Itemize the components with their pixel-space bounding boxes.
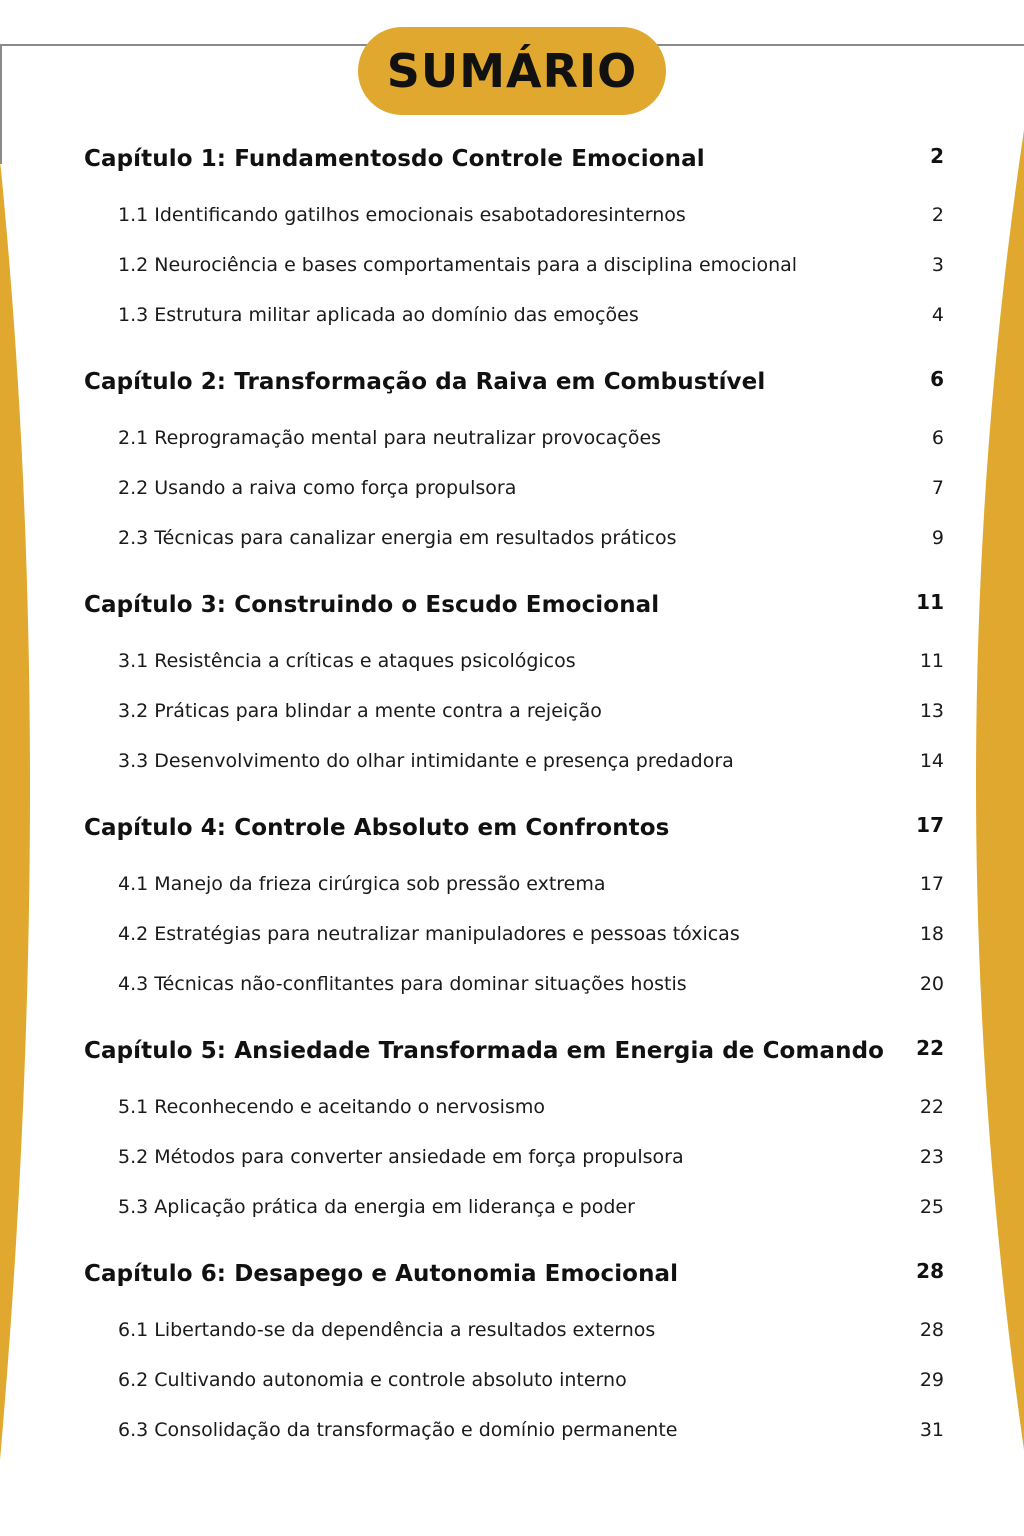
section-page-number: 22	[919, 1096, 944, 1118]
section-title: 1.3 Estrutura militar aplicada ao domínio das emoções	[118, 304, 639, 326]
chapter-title: Capítulo 1: Fundamentosdo Controle Emocional	[84, 146, 705, 172]
chapter-title: Capítulo 6: Desapego e Autonomia Emocional	[84, 1261, 679, 1287]
chapter-5	[84, 1032, 944, 1255]
section-page-number: 29	[919, 1369, 944, 1391]
chapter-title: Capítulo 3: Construindo o Escudo Emocional	[84, 592, 660, 618]
chapter-heading-row[interactable]	[84, 1032, 944, 1070]
section-page-number: 6	[931, 427, 944, 449]
section-row[interactable]	[84, 1182, 944, 1232]
section-title: 4.2 Estratégias para neutralizar manipuladores e pessoas tóxicas	[118, 923, 740, 945]
chapter-heading-row[interactable]	[84, 1255, 944, 1293]
section-row[interactable]	[84, 909, 944, 959]
chapter-page-number: 28	[916, 1259, 944, 1283]
section-title: 1.2 Neurociência e bases comportamentais para a disciplina emocional	[118, 254, 798, 276]
chapter-title: Capítulo 4: Controle Absoluto em Confrontos	[84, 815, 670, 841]
section-page-number: 17	[919, 873, 944, 895]
section-title: 5.2 Métodos para converter ansiedade em força propulsora	[118, 1146, 684, 1168]
section-row[interactable]	[84, 1405, 944, 1455]
chapter-title: Capítulo 2: Transformação da Raiva em Combustível	[84, 369, 766, 395]
section-page-number: 20	[919, 973, 944, 995]
section-page-number: 23	[919, 1146, 944, 1168]
section-title: 3.2 Práticas para blindar a mente contra a rejeição	[118, 700, 602, 722]
section-row[interactable]	[84, 1305, 944, 1355]
chapter-heading-row[interactable]	[84, 363, 944, 401]
chapter-3	[84, 586, 944, 809]
chapter-heading-row[interactable]	[84, 140, 944, 178]
section-title: 3.1 Resistência a críticas e ataques psicológicos	[118, 650, 576, 672]
section-page-number: 7	[931, 477, 944, 499]
section-title: 6.2 Cultivando autonomia e controle absoluto interno	[118, 1369, 627, 1391]
section-row[interactable]	[84, 859, 944, 909]
section-title: 2.1 Reprogramação mental para neutralizar provocações	[118, 427, 662, 449]
section-page-number: 3	[931, 254, 944, 276]
section-title: 5.3 Aplicação prática da energia em liderança e poder	[118, 1196, 635, 1218]
left-gold-curve	[0, 160, 30, 1460]
chapter-2	[84, 363, 944, 586]
section-page-number: 31	[919, 1419, 944, 1441]
section-row[interactable]	[84, 736, 944, 786]
section-row[interactable]	[84, 1082, 944, 1132]
section-page-number: 2	[931, 204, 944, 226]
section-row[interactable]	[84, 463, 944, 513]
section-title: 4.3 Técnicas não-conflitantes para dominar situações hostis	[118, 973, 687, 995]
section-row[interactable]	[84, 290, 944, 340]
chapter-page-number: 2	[930, 144, 944, 168]
chapter-6	[84, 1255, 944, 1478]
section-row[interactable]	[84, 513, 944, 563]
chapter-4	[84, 809, 944, 1032]
chapter-page-number: 17	[916, 813, 944, 837]
table-of-contents	[84, 140, 944, 1478]
section-title: 2.2 Usando a raiva como força propulsora	[118, 477, 517, 499]
section-row[interactable]	[84, 240, 944, 290]
chapter-heading-row[interactable]	[84, 586, 944, 624]
section-row[interactable]	[84, 1132, 944, 1182]
chapter-heading-row[interactable]	[84, 809, 944, 847]
section-row[interactable]	[84, 413, 944, 463]
section-row[interactable]	[84, 636, 944, 686]
section-row[interactable]	[84, 686, 944, 736]
section-title: 4.1 Manejo da frieza cirúrgica sob pressão extrema	[118, 873, 606, 895]
section-page-number: 9	[931, 527, 944, 549]
chapter-title: Capítulo 5: Ansiedade Transformada em Energia de Comando	[84, 1038, 885, 1064]
chapter-page-number: 11	[916, 590, 944, 614]
section-title: 6.3 Consolidação da transformação e domínio permanente	[118, 1419, 678, 1441]
section-row[interactable]	[84, 959, 944, 1009]
section-page-number: 28	[919, 1319, 944, 1341]
title-banner	[358, 27, 666, 115]
section-page-number: 25	[919, 1196, 944, 1218]
section-page-number: 14	[919, 750, 944, 772]
section-title: 1.1 Identificando gatilhos emocionais esabotadoresinternos	[118, 204, 686, 226]
right-gold-curve	[976, 130, 1024, 1450]
section-title: 3.3 Desenvolvimento do olhar intimidante e presença predadora	[118, 750, 734, 772]
chapter-1	[84, 140, 944, 363]
section-title: 6.1 Libertando-se da dependência a resultados externos	[118, 1319, 656, 1341]
section-title: 2.3 Técnicas para canalizar energia em resultados práticos	[118, 527, 677, 549]
section-page-number: 4	[931, 304, 944, 326]
section-page-number: 11	[919, 650, 944, 672]
section-page-number: 18	[919, 923, 944, 945]
chapter-page-number: 6	[930, 367, 944, 391]
section-row[interactable]	[84, 1355, 944, 1405]
chapter-page-number: 22	[916, 1036, 944, 1060]
section-title: 5.1 Reconhecendo e aceitando o nervosismo	[118, 1096, 545, 1118]
page-title: SUMÁRIO	[386, 44, 638, 98]
section-page-number: 13	[919, 700, 944, 722]
section-row[interactable]	[84, 190, 944, 240]
